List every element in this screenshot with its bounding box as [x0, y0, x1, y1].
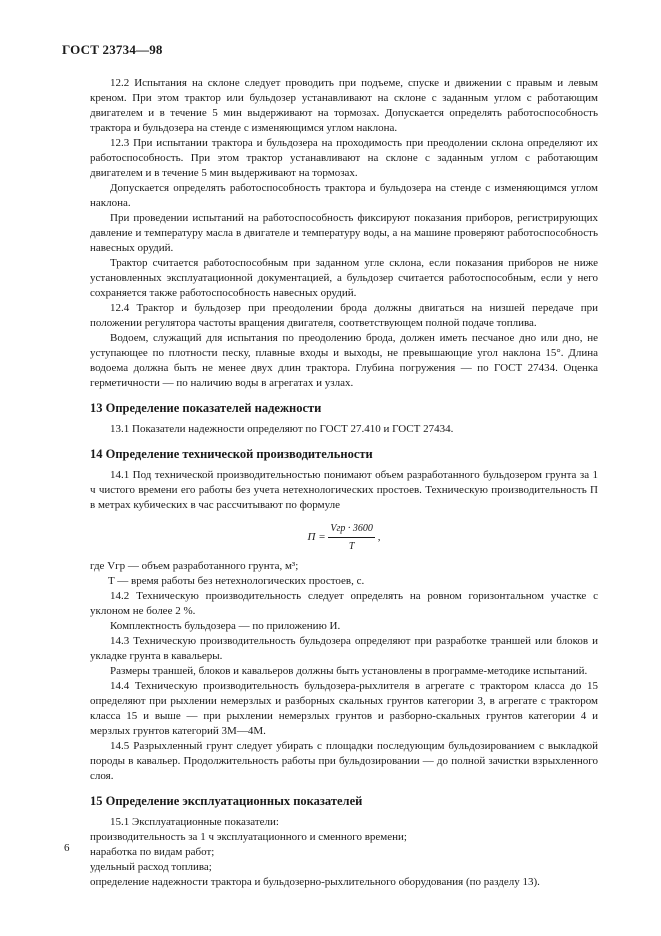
list-item-operating-hours: наработка по видам работ;	[90, 846, 215, 858]
formula-lhs: П =	[307, 531, 326, 544]
paragraph-14-3: 14.3 Техническую производительность бульдозера определяют при разработке траншей или блоков и укладке грунта в кавальеры.	[90, 635, 598, 662]
paragraph-14-5: 14.5 Разрыхленный грунт следует убирать с площадки последующим бульдозированием с выкладкой породы в кавальер. Продолжительность работы при бульдозировании — до полной зачистки взрыхленного слоя.	[90, 740, 598, 782]
paragraph-12-3-b: Допускается определять работоспособность трактора и бульдозера на стенде с изменяющимся углом наклона.	[90, 182, 598, 209]
paragraph-12-3-c: При проведении испытаний на работоспособность фиксируют показания приборов, регистрирующих давление и температуру масла в двигателе и температуру воды, а на машине проверяют работоспособность навесных орудий.	[90, 212, 598, 254]
formula-where-1: где Vгр — объем разработанного грунта, м³;	[90, 560, 299, 572]
formula-fraction	[328, 521, 375, 554]
list-item-fuel-consumption: удельный расход топлива;	[90, 861, 212, 873]
paragraph-14-2: 14.2 Техническую производительность следует определять на ровном горизонтальном участке с уклоном не более 2 %.	[90, 590, 598, 617]
paragraph-12-4-b: Водоем, служащий для испытания по преодолению брода, должен иметь песчаное дно или дно, не уступающее по плотности песку, плавные входы и выходы, не превышающие угол наклона 15°. Длина водоема должна быть не менее двух длин трактора. Глубина погружения — по ГОСТ 27434. Оценка герметичности — по наличию воды в агрегатах и узлах.	[90, 332, 598, 389]
section-14-heading: 14 Определение технической производительности	[90, 447, 373, 461]
paragraph-14-3-b: Размеры траншей, блоков и кавальеров должны быть установлены в программе-методике испытаний.	[110, 665, 588, 677]
section-15-heading: 15 Определение эксплуатационных показателей	[90, 794, 363, 808]
paragraph-13-1: 13.1 Показатели надежности определяют по ГОСТ 27.410 и ГОСТ 27434.	[110, 423, 454, 435]
page-content	[90, 76, 598, 890]
formula-numerator: Vгр · 3600	[328, 521, 375, 538]
paragraph-15-1: 15.1 Эксплуатационные показатели:	[110, 816, 279, 828]
section-13-heading: 13 Определение показателей надежности	[90, 401, 322, 415]
formula-where-2: T — время работы без нетехнологических простоев, с.	[108, 575, 365, 587]
list-item-productivity: производительность за 1 ч эксплуатационного и сменного времени;	[90, 831, 407, 843]
paragraph-12-2: 12.2 Испытания на склоне следует проводить при подъеме, спуске и движении с правым и левым креном. При этом трактор или бульдозер устанавливают на склоне с заданным углом с работающим двигателем и в течение 5 мин выдерживают на тормозах. Допускается определять работоспособность трактора и бульдозера на стенде с изменяющимся углом наклона.	[90, 77, 598, 134]
paragraph-14-4: 14.4 Техническую производительность бульдозера-рыхлителя в агрегате с трактором класса до 15 определяют при рыхлении немерзлых и разборных скальных грунтов категории 3, в агрегате с трактором класса 15 и выше — при рыхлении немерзлых грунтов и разборно-скальных грунтов категории 4 и мерзлых грунтов категорий 3М—4М.	[90, 680, 598, 737]
page-number: 6	[64, 842, 70, 854]
formula-denominator: T	[348, 541, 355, 552]
document-header: ГОСТ 23734—98	[62, 42, 163, 57]
paragraph-14-2-b: Комплектность бульдозера — по приложению И.	[110, 620, 341, 632]
paragraph-14-1: 14.1 Под технической производительностью понимают объем разработанного бульдозером грунта за 1 ч чистого времени его работы без учета нетехнологических простоев. Техническую производительность П в метрах кубических в час рассчитывают по формуле	[90, 469, 598, 511]
paragraph-12-3-d: Трактор считается работоспособным при заданном угле склона, если показания приборов не ниже установленных эксплуатационной документацией, а бульдозер считается работоспособным, если у него сохраняется также работоспособность навесных орудий.	[90, 257, 598, 299]
productivity-formula	[90, 521, 598, 551]
paragraph-12-3: 12.3 При испытании трактора и бульдозера на проходимость при преодолении склона определяют их работоспособность. При этом трактор устанавливают на склоне с заданным углом с работающим двигателем и в течение 5 мин выдерживают на тормозах.	[90, 137, 598, 179]
list-item-reliability: определение надежности трактора и бульдозерно-рыхлительного оборудования (по разделу 13).	[90, 876, 540, 888]
paragraph-12-4: 12.4 Трактор и бульдозер при преодолении брода должны двигаться на низшей передаче при положении регулятора частоты вращения двигателя, соответствующем полной подаче топлива.	[90, 302, 598, 329]
formula-tail: ,	[377, 531, 381, 544]
